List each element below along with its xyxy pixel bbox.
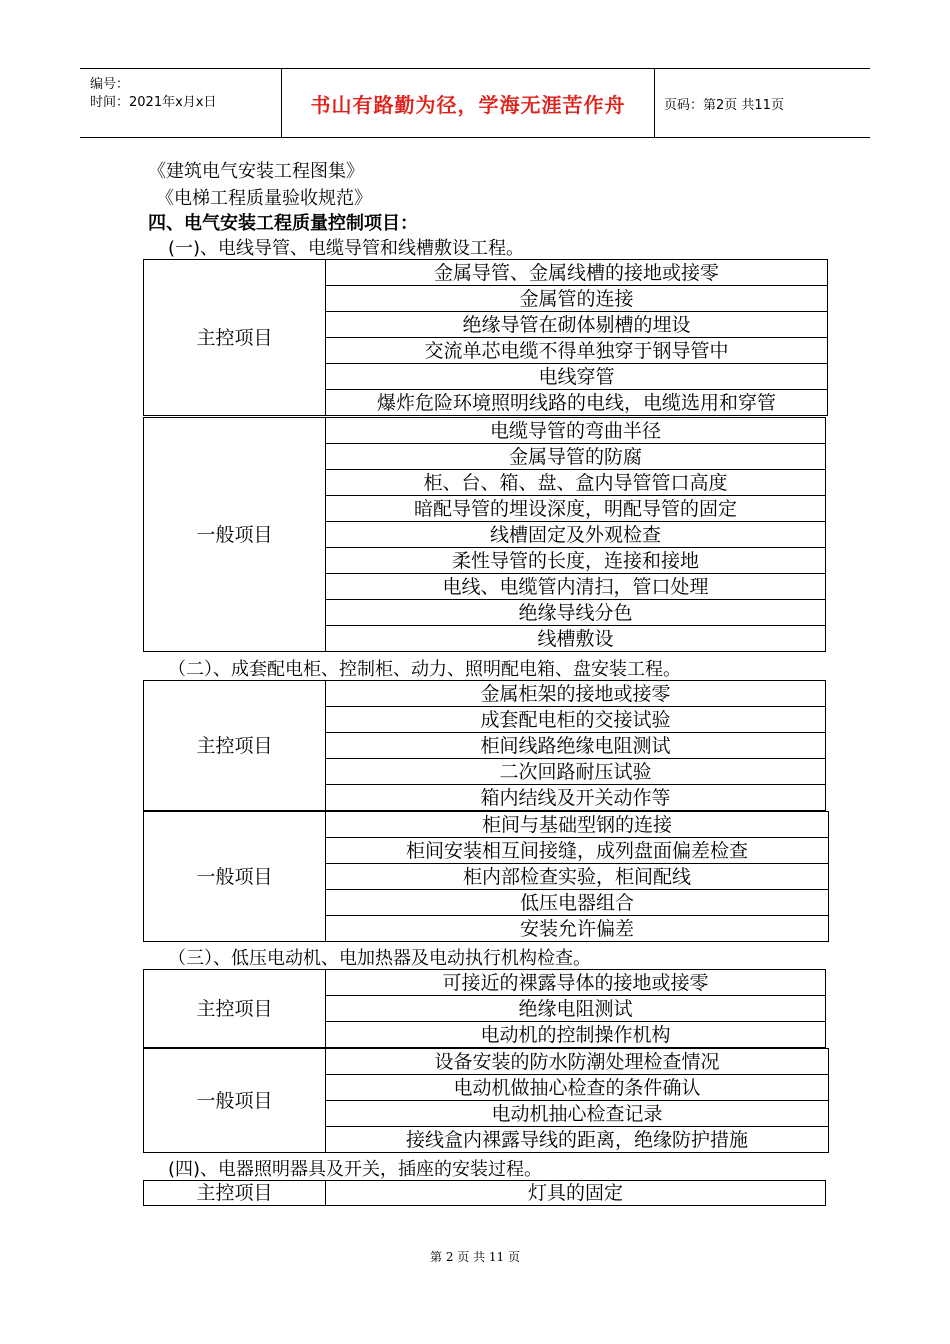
table-row: 灯具的固定 [326,1181,826,1206]
table-row: 电线穿管 [326,364,828,390]
table-row: 柜间与基础型钢的连接 [326,812,829,838]
header-page-label: 页码：第2页 共11页 [664,97,784,113]
table-row: 线槽固定及外观检查 [326,522,826,548]
table-row: 柜间安装相互间接缝，成列盘面偏差检查 [326,838,829,864]
table-row: 柜、台、箱、盘、盒内导管管口高度 [326,470,826,496]
table-row: 线槽敷设 [326,626,826,652]
table-row: 安装允许偏差 [326,916,829,942]
table-row: 柔性导管的长度，连接和接地 [326,548,826,574]
table-subsection-1-main [143,259,828,416]
category-general: 一般项目 [144,1049,326,1153]
time-label: 时间：2021年x月x日 [90,95,217,110]
table-row: 交流单芯电缆不得单独穿于钢导管中 [326,338,828,364]
page-header [80,68,870,138]
table-row: 电动机做抽心检查的条件确认 [326,1075,829,1101]
category-main: 主控项目 [144,260,326,416]
table-row: 金属管的连接 [326,286,828,312]
table-row: 金属导管的防腐 [326,444,826,470]
table-subsection-3-main [143,969,826,1048]
header-meta [80,69,280,137]
subsection-3-title: （三）、低压电动机、电加热器及电动执行机构检查。 [168,948,591,969]
table-row: 绝缘导管在砌体剔槽的埋设 [326,312,828,338]
table-row: 电线、电缆管内清扫，管口处理 [326,574,826,600]
category-main: 主控项目 [144,681,326,811]
header-motto: 书山有路勤为径，学海无涯苦作舟 [281,69,655,137]
category-main: 主控项目 [144,970,326,1048]
category-general: 一般项目 [144,812,326,942]
table-row: 绝缘导线分色 [326,600,826,626]
table-subsection-4-main [143,1180,826,1206]
table-row: 可接近的裸露导体的接地或接零 [326,970,826,996]
reference-1: 《建筑电气安装工程图集》 [148,161,364,182]
table-row: 箱内结线及开关动作等 [326,785,826,811]
page-footer: 第 2 页 共 11 页 [430,1250,520,1264]
subsection-2-title: （二）、成套配电柜、控制柜、动力、照明配电箱、盘安装工程。 [168,659,681,680]
table-row: 二次回路耐压试验 [326,759,826,785]
table-subsection-2-general [143,811,829,942]
category-main: 主控项目 [144,1181,326,1206]
table-row: 低压电器组合 [326,890,829,916]
category-general: 一般项目 [144,418,326,652]
table-row: 电缆导管的弯曲半径 [326,418,826,444]
reference-2: 《电梯工程质量验收规范》 [156,188,372,209]
table-row: 绝缘电阻测试 [326,996,826,1022]
table-row: 柜间线路绝缘电阻测试 [326,733,826,759]
subsection-1-title: (一)、电线导管、电缆导管和线槽敷设工程。 [168,238,525,259]
table-row: 爆炸危险环境照明线路的电线，电缆选用和穿管 [326,390,828,416]
table-subsection-2-main [143,680,826,811]
table-row: 电动机抽心检查记录 [326,1101,829,1127]
number-label: 编号： [90,77,130,92]
table-row: 柜内部检查实验，柜间配线 [326,864,829,890]
table-subsection-3-general [143,1048,829,1153]
section-title: 四、电气安装工程质量控制项目： [148,213,418,234]
table-subsection-1-general [143,417,826,652]
subsection-4-title: (四)、电器照明器具及开关，插座的安装过程。 [168,1159,543,1180]
table-row: 电动机的控制操作机构 [326,1022,826,1048]
table-row: 接线盒内裸露导线的距离，绝缘防护措施 [326,1127,829,1153]
table-row: 金属导管、金属线槽的接地或接零 [326,260,828,286]
table-row: 暗配导管的埋设深度，明配导管的固定 [326,496,826,522]
table-row: 成套配电柜的交接试验 [326,707,826,733]
table-row: 金属柜架的接地或接零 [326,681,826,707]
table-row: 设备安装的防水防潮处理检查情况 [326,1049,829,1075]
